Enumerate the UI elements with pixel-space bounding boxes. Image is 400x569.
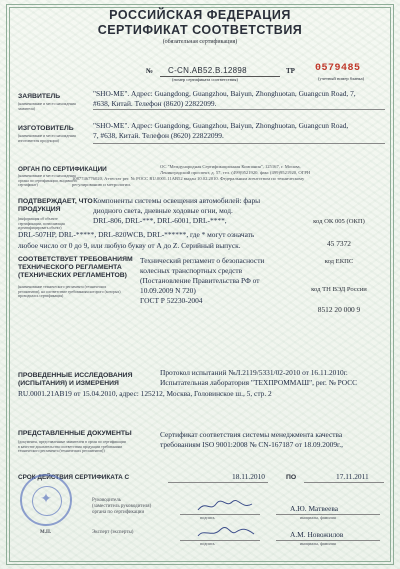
requirements-label-3: (ТЕХНИЧЕСКИХ РЕГЛАМЕНТОВ) bbox=[18, 272, 127, 279]
certification-body-line-3: 1087746776020, Аттестат рег. № РОСС RU.0001.11АВ52 выдан 10.02.2010. Федеральным агентством по техническому bbox=[72, 176, 305, 181]
country-title: РОССИЙСКАЯ ФЕДЕРАЦИЯ bbox=[109, 8, 291, 22]
applicant-note: (наименование и место нахождения заявителя) bbox=[18, 102, 76, 111]
product-line-2: диодного света, дневные ходовые огни, мод. bbox=[93, 206, 233, 215]
manufacturer-note: (наименование и место нахождения изготовителя продукции) bbox=[18, 134, 76, 143]
tests-line-2: Испытательная лаборатория "ТЕХПРОММАШ", рег. № РОСС bbox=[160, 378, 358, 387]
manufacturer-label: ИЗГОТОВИТЕЛЬ bbox=[18, 125, 74, 132]
validity-to-label: ПО bbox=[286, 474, 297, 481]
tnved-code-caption: код ТН ВЭД России bbox=[311, 286, 367, 293]
tests-label-1: ПРОВЕДЕННЫЕ ИССЛЕДОВАНИЯ bbox=[18, 372, 133, 379]
applicant-line-1: "SHO-ME". Адрес: Guangdong, Guangzhou, Baiyun, Zhonghuotan, Guangcun Road, 7, bbox=[93, 89, 356, 98]
tnved-code-value: 8512 20 000 9 bbox=[317, 305, 361, 314]
product-label-1: ПОДТВЕРЖДАЕТ, ЧТО bbox=[18, 198, 93, 205]
okp-code-value: 45 7372 bbox=[326, 239, 352, 248]
expert-signature bbox=[196, 526, 256, 540]
product-line-5: любое число от 0 до 9, или любую букву от А до Z. Серийный выпуск. bbox=[18, 241, 241, 250]
documents-note: (документы, представленные заявителем в орган по сертификации в качестве доказательства соответствия продукции требованиям технического регламента (технических регламентов)) bbox=[18, 440, 126, 454]
head-sign-caption: подпись bbox=[200, 515, 215, 520]
applicant-line-2: #638, Китай. Телефон (8620) 22822099. bbox=[93, 99, 217, 108]
documents-label: ПРЕДСТАВЛЕННЫЕ ДОКУМЕНТЫ bbox=[18, 430, 132, 437]
certification-body-line-4: регулированию и метрологии. bbox=[72, 182, 131, 187]
head-name: А.Ю. Матвеева bbox=[290, 504, 339, 513]
head-initials-caption: инициалы, фамилия bbox=[300, 515, 336, 520]
documents-line-2: требованиям ISO 9001:2008 № CN-167187 от 18.09.2009г., bbox=[160, 440, 343, 449]
serial-caption: (учетный номер бланка) bbox=[318, 76, 365, 81]
validity-from: 18.11.2010 bbox=[232, 472, 265, 481]
manufacturer-underline bbox=[93, 143, 385, 144]
requirements-line-4: 10.09.2009 N 720) bbox=[140, 286, 196, 295]
tests-line-1: Протокол испытаний №Л.2119/5331/02-2010 от 16.11.2010г. bbox=[160, 368, 348, 377]
official-seal-stamp bbox=[20, 474, 72, 526]
certificate-number: C-CN.AB52.B.12898 bbox=[168, 66, 247, 75]
expert-initials-caption: инициалы, фамилия bbox=[300, 541, 336, 546]
validity-to: 17.11.2011 bbox=[336, 472, 369, 481]
product-line-1: Компоненты системы освещения автомобилей: фары bbox=[93, 196, 261, 205]
head-sign-underline bbox=[180, 514, 260, 515]
requirements-line-3: (Постановление Правительства РФ от bbox=[140, 276, 260, 285]
applicant-label: ЗАЯВИТЕЛЬ bbox=[18, 93, 61, 100]
expert-label: Эксперт (эксперты) bbox=[92, 530, 134, 535]
head-label-3: органа по сертификации bbox=[92, 510, 145, 515]
head-label: Руководитель bbox=[92, 498, 122, 503]
certification-body-line-2: Ленинградский проспект, д. 57, тел. (499)9521920, факс (499)9521920, ОГРН bbox=[160, 170, 311, 175]
documents-line-1: Сертификат соответствия системы менеджмента качества bbox=[160, 430, 343, 439]
certificate-title: СЕРТИФИКАТ СООТВЕТСТВИЯ bbox=[97, 23, 303, 37]
tests-line-3: RU.0001.21АВ19 от 15.04.2010, адрес: 125212, Москва, Головинское ш., 5, стр. 2 bbox=[18, 389, 272, 398]
certification-body-note: (наименование и место нахождения органа по сертификации, выдавшего сертификат) bbox=[18, 174, 78, 188]
manufacturer-line-2: 7, #638, Китай. Телефон (8620) 22822099. bbox=[93, 131, 224, 140]
product-line-3: DRL-806, DRL-***, DRL-6001, DRL-****, bbox=[93, 216, 227, 225]
certificate-subtitle: (обязательная сертификация) bbox=[162, 39, 238, 45]
validity-label: СРОК ДЕЙСТВИЯ СЕРТИФИКАТА С bbox=[18, 474, 130, 481]
certification-body-line-1: ОС "Международная Сертификационная Компания", 125167, г. Москва, bbox=[160, 164, 301, 169]
expert-sign-underline bbox=[180, 540, 260, 541]
requirements-line-5: ГОСТ Р 52230-2004 bbox=[140, 296, 203, 305]
requirements-label-1: СООТВЕТСТВУЕТ ТРЕБОВАНИЯМ bbox=[18, 256, 133, 263]
blank-serial-number: 0579485 bbox=[315, 63, 361, 74]
okp-code-caption: код ОК 005 (ОКП) bbox=[313, 218, 365, 225]
ekps-code-caption: код ЕКПС bbox=[324, 258, 354, 265]
tr-label: ТР bbox=[286, 67, 295, 75]
certification-body-label: ОРГАН ПО СЕРТИФИКАЦИИ bbox=[18, 166, 107, 173]
eagle-emblem-icon: ✦ bbox=[40, 492, 52, 507]
product-label-2: ПРОДУКЦИЯ bbox=[18, 206, 61, 213]
stamp-place-label: М.П. bbox=[40, 530, 52, 535]
number-caption: (номер сертификата соответствия) bbox=[172, 77, 238, 82]
manufacturer-line-1: "SHO-ME". Адрес: Guangdong, Guangzhou, Baiyun, Zhonghuotan, Guangcun Road, bbox=[93, 121, 349, 130]
expert-sign-caption: подпись bbox=[200, 541, 215, 546]
certificate-number-row bbox=[0, 63, 400, 83]
number-sign: № bbox=[146, 67, 154, 75]
product-line-4: DRL-507HP, DRL-*****, DRL-820WCB, DRL-******, где * могут означать bbox=[18, 230, 255, 239]
validity-from-underline bbox=[168, 482, 268, 483]
expert-name: А.М. Новожилов bbox=[290, 530, 344, 539]
requirements-note: (наименование технического регламента (технических регламентов), на соответствие требованиям которого (которых) проводилась сертификация) bbox=[18, 285, 121, 299]
applicant-underline bbox=[93, 109, 385, 110]
product-note: (информация об объекте сертификации, позволяющая идентифицировать объект) bbox=[18, 217, 65, 231]
validity-to-underline bbox=[304, 482, 384, 483]
requirements-line-1: Технический регламент о безопасности bbox=[140, 256, 265, 265]
requirements-label-2: ТЕХНИЧЕСКОГО РЕГЛАМЕНТА bbox=[18, 264, 122, 271]
head-signature bbox=[196, 498, 256, 514]
requirements-line-2: колесных транспортных средств bbox=[140, 266, 243, 275]
tests-label-2: (ИСПЫТАНИЯ) И ИЗМЕРЕНИЯ bbox=[18, 380, 119, 387]
head-label-2: (заместитель руководителя) bbox=[92, 504, 152, 509]
